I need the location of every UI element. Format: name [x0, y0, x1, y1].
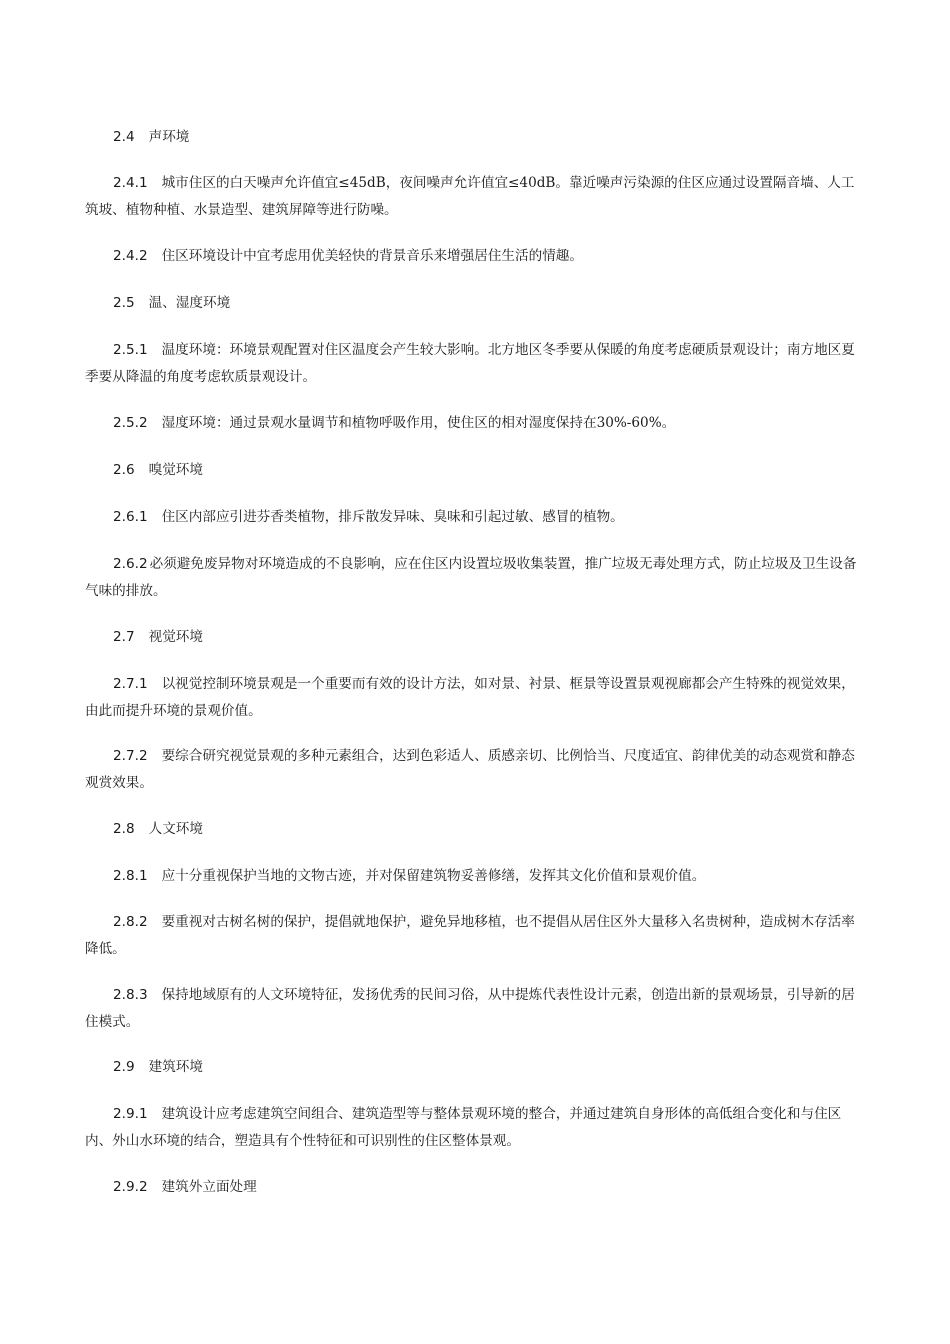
clause-2-5-2	[85, 410, 860, 437]
clause-2-8-1	[85, 863, 860, 890]
clause-2-5-1	[85, 337, 860, 391]
clause-number: 2.4.1	[113, 175, 148, 191]
clause-2-9-2	[85, 1174, 860, 1201]
clause-number: 2.9.1	[113, 1106, 148, 1122]
section-title: 视觉环境	[148, 629, 203, 645]
section-title: 嗅觉环境	[148, 462, 203, 478]
clause-text: 住区内部应引进芬香类植物，排斥散发异味、臭味和引起过敏、感冒的植物。	[161, 509, 624, 525]
clause-text: 保持地域原有的人文环境特征，发扬优秀的民间习俗，从中提炼代表性设计元素，创造出新的景观场景，引导新的居住模式。	[85, 987, 855, 1030]
clause-number: 2.5.2	[113, 415, 148, 431]
section-heading-2-9	[85, 1054, 860, 1081]
clause-2-8-2	[85, 909, 860, 963]
section-number: 2.7	[113, 629, 135, 645]
clause-number: 2.8.3	[113, 987, 148, 1003]
clause-text: 以视觉控制环境景观是一个重要而有效的设计方法，如对景、衬景、框景等设置景观视廊都会产生特殊的视觉效果，由此而提升环境的景观价值。	[85, 676, 855, 719]
clause-number: 2.8.2	[113, 914, 148, 930]
clause-2-7-2	[85, 743, 860, 797]
clause-text: 要重视对古树名树的保护，提倡就地保护，避免异地移植，也不提倡从居住区外大量移入名贵树种，造成树木存活率降低。	[85, 914, 855, 957]
clause-text: 城市住区的白天噪声允许值宜≤45dB，夜间噪声允许值宜≤40dB。靠近噪声污染源的住区应通过设置隔音墙、人工筑坡、植物种植、水景造型、建筑屏障等进行防噪。	[85, 175, 855, 218]
section-number: 2.5	[113, 295, 135, 311]
clause-2-4-2	[85, 243, 860, 270]
clause-number: 2.7.2	[113, 748, 148, 764]
clause-2-6-2	[85, 551, 860, 605]
clause-2-7-1	[85, 671, 860, 725]
clause-text: 建筑设计应考虑建筑空间组合、建筑造型等与整体景观环境的整合，并通过建筑自身形体的高低组合变化和与住区内、外山水环境的结合，塑造具有个性特征和可识别性的住区整体景观。	[85, 1106, 842, 1149]
clause-number: 2.5.1	[113, 342, 148, 358]
clause-text: 必须避免废异物对环境造成的不良影响，应在住区内设置垃圾收集装置，推广垃圾无毒处理方式，防止垃圾及卫生设备气味的排放。	[85, 556, 857, 599]
section-title: 声环境	[148, 129, 190, 145]
clause-2-6-1	[85, 504, 860, 531]
clause-number: 2.8.1	[113, 868, 148, 884]
clause-text: 应十分重视保护当地的文物古迹，并对保留建筑物妥善修缮，发挥其文化价值和景观价值。	[161, 868, 706, 884]
section-heading-2-7	[85, 624, 860, 651]
clause-number: 2.7.1	[113, 676, 148, 692]
section-title: 温、湿度环境	[148, 295, 231, 311]
section-number: 2.9	[113, 1059, 135, 1075]
clause-text: 建筑外立面处理	[161, 1179, 257, 1195]
clause-number: 2.6.1	[113, 509, 148, 525]
clause-text: 要综合研究视觉景观的多种元素组合，达到色彩适人、质感亲切、比例恰当、尺度适宜、韵律优美的动态观赏和静态观赏效果。	[85, 748, 855, 791]
section-heading-2-5	[85, 290, 860, 317]
clause-number: 2.4.2	[113, 248, 148, 264]
clause-2-8-3	[85, 982, 860, 1036]
section-number: 2.8	[113, 821, 135, 837]
clause-2-9-1	[85, 1101, 860, 1155]
section-number: 2.4	[113, 129, 135, 145]
clause-number: 2.9.2	[113, 1179, 148, 1195]
clause-number: 2.6.2	[113, 556, 148, 572]
clause-text: 湿度环境：通过景观水量调节和植物呼吸作用，使住区的相对湿度保持在30%-60%。	[161, 415, 676, 431]
clause-2-4-1	[85, 170, 860, 224]
section-title: 人文环境	[148, 821, 203, 837]
section-heading-2-4	[85, 124, 860, 151]
clause-text: 温度环境：环境景观配置对住区温度会产生较大影响。北方地区冬季要从保暖的角度考虑硬质景观设计；南方地区夏季要从降温的角度考虑软质景观设计。	[85, 342, 855, 385]
section-number: 2.6	[113, 462, 135, 478]
section-heading-2-6	[85, 457, 860, 484]
section-heading-2-8	[85, 816, 860, 843]
section-title: 建筑环境	[148, 1059, 203, 1075]
clause-text: 住区环境设计中宜考虑用优美轻快的背景音乐来增强居住生活的情趣。	[161, 248, 583, 264]
